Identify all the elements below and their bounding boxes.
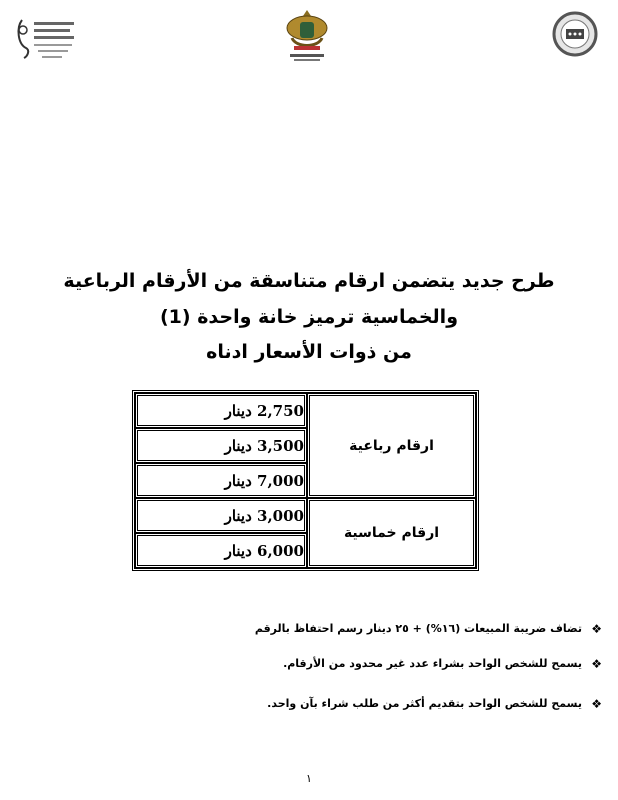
award-logo bbox=[14, 14, 78, 64]
note-item bbox=[40, 622, 602, 636]
price-cell: 7,000 دينار bbox=[135, 463, 307, 498]
title-line-1: طرح جديد يتضمن ارقام متناسقة من الأرقام الرباعية bbox=[63, 270, 555, 292]
category-five-digit: ارقام خماسية bbox=[307, 498, 476, 568]
note-text: يسمح للشخص الواحد بشراء عدد غير محدود من الأرقام. bbox=[283, 657, 582, 670]
note-item bbox=[40, 657, 602, 671]
title-line-2: والخماسية ترميز خانة واحدة (1) bbox=[159, 306, 459, 328]
bullet-icon: ❖ bbox=[591, 622, 602, 636]
department-seal-logo bbox=[552, 11, 598, 57]
note-text: تضاف ضريبة المبيعات (١٦%) + ٢٥ دينار رسم احتفاظ بالرقم bbox=[254, 622, 582, 635]
category-four-digit: ارقام رباعية bbox=[307, 393, 476, 498]
price-cell: 2,750 دينار bbox=[135, 393, 307, 428]
price-cell: 3,000 دينار bbox=[135, 498, 307, 533]
note-text: يسمح للشخص الواحد بتقديم أكثر من طلب شراء بآن واحد. bbox=[267, 697, 582, 710]
royal-crest-logo bbox=[282, 8, 332, 63]
page-number: ١ bbox=[306, 772, 312, 785]
price-table bbox=[132, 390, 479, 571]
bullet-icon: ❖ bbox=[591, 657, 602, 671]
price-cell: 3,500 دينار bbox=[135, 428, 307, 463]
note-item bbox=[40, 697, 602, 711]
bullet-icon: ❖ bbox=[591, 697, 602, 711]
title-line-3: من ذوات الأسعار ادناه bbox=[206, 341, 412, 363]
price-cell: 6,000 دينار bbox=[135, 533, 307, 568]
